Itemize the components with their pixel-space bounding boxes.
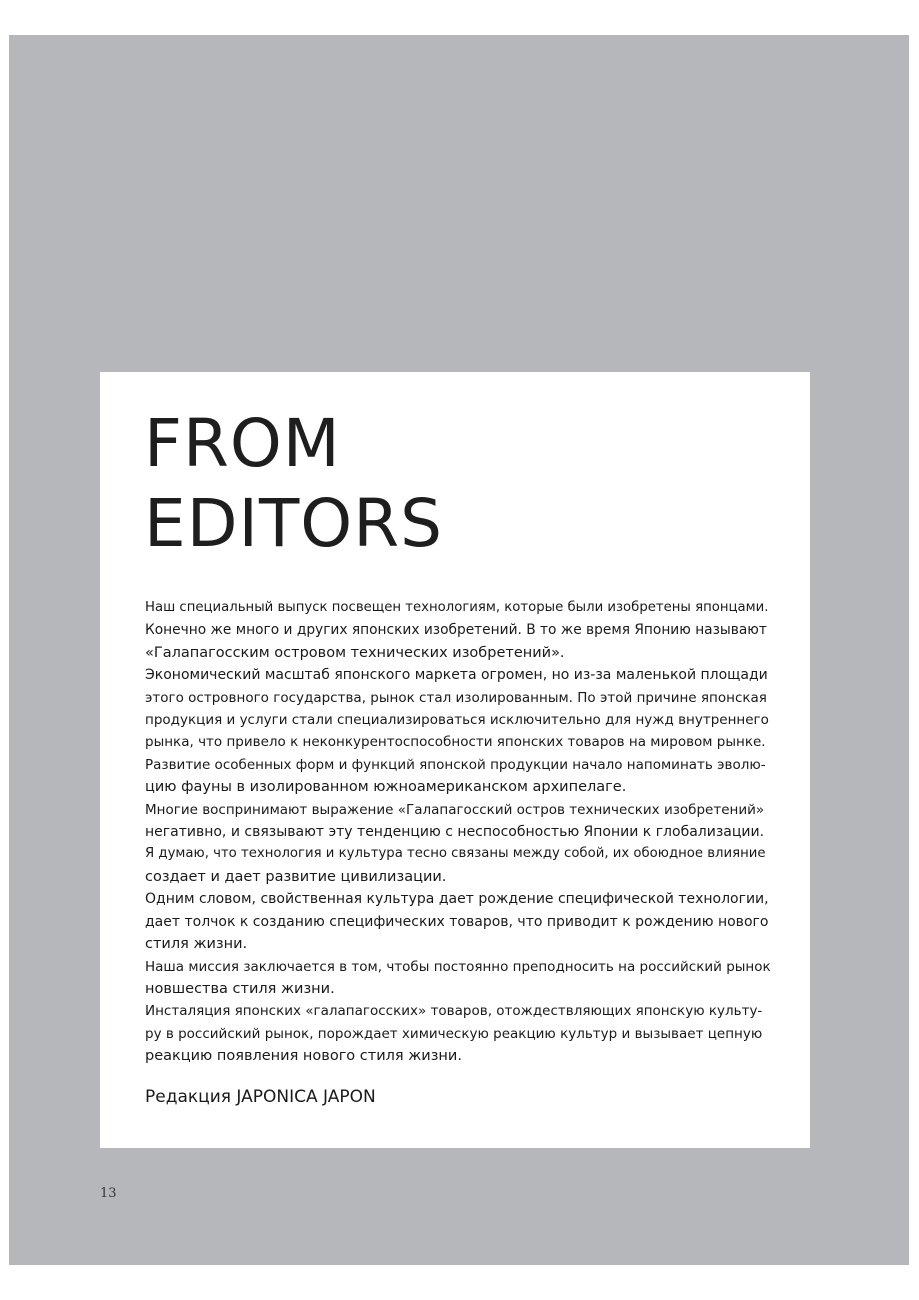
page-title: [144, 404, 443, 564]
body-line: создает и дает развитие цивилизации.: [145, 868, 447, 885]
editorial-body: [145, 597, 771, 1068]
title-line-1: FROM: [144, 405, 341, 482]
body-line: реакцию появления нового стиля жизни.: [145, 1048, 462, 1065]
body-line: «Галапагосским островом технических изобретений».: [145, 644, 565, 661]
body-line: дает толчок к созданию специфических товаров, что приводит к рождению нового: [145, 913, 769, 930]
page-number: 13: [100, 1186, 117, 1201]
body-line: Инсталяция японских «галапагосских» товаров, отождествляющих японскую культу-: [145, 1003, 763, 1020]
body-line: новшества стиля жизни.: [145, 980, 335, 997]
editorial-card: [100, 372, 810, 1148]
body-line: цию фауны в изолированном южноамериканском архипелаге.: [145, 779, 627, 796]
body-line: Я думаю, что технология и культура тесно связаны между собой, их обоюдное влияние: [145, 846, 766, 862]
body-line: ру в российский рынок, порождает химическую реакцию культур и вызывает цепную: [145, 1025, 763, 1042]
body-line: Наш специальный выпуск посвещен технологиям, которые были изобретены японцами.: [145, 600, 769, 615]
body-line: Одним словом, свойственная культура дает рождение специфической технологии,: [145, 891, 769, 908]
body-line: Развитие особенных форм и функций японской продукции начало напоминать эволю-: [145, 756, 766, 773]
body-line: Наша миссия заключается в том, чтобы постоянно преподносить на российский рынок: [145, 958, 771, 975]
body-line: Многие воспринимают выражение «Галапагосский остров технических изобретений»: [145, 801, 765, 818]
body-line: этого островного государства, рынок стал изолированным. По этой причине японская: [145, 689, 767, 706]
body-line: Экономический масштаб японского маркета огромен, но из-за маленькой площади: [145, 667, 768, 684]
editorial-signature: Редакция JAPONICA JAPON: [145, 1087, 376, 1107]
body-line: Конечно же много и других японских изобретений. В то же время Японию называют: [145, 622, 767, 639]
body-line: рынка, что привело к неконкурентоспособности японских товаров на мировом рынке.: [145, 734, 766, 751]
title-line-2: EDITORS: [144, 485, 444, 562]
body-line: продукция и услуги стали специализироваться исключительно для нужд внутреннего: [145, 712, 769, 729]
body-line: негативно, и связывают эту тенденцию с неспособностью Японии к глобализации.: [145, 824, 765, 841]
body-line: стиля жизни.: [145, 936, 248, 953]
